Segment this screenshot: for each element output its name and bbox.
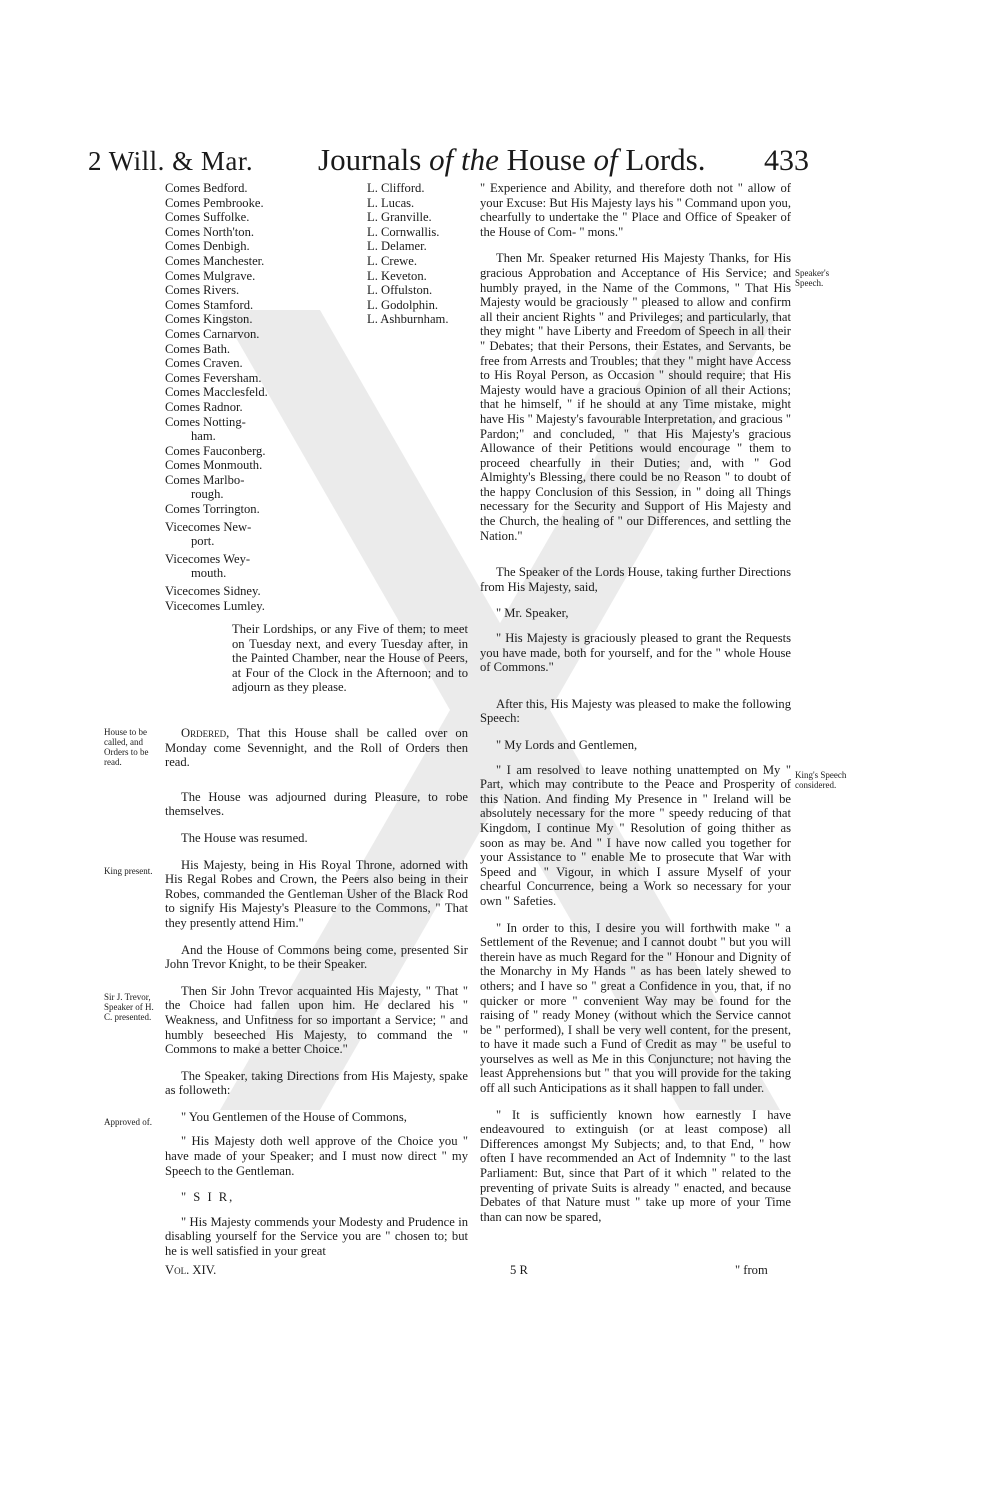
lord-name: L. Godolphin.	[367, 297, 439, 312]
ordered-label: Ordered,	[181, 726, 230, 740]
earl-name: Comes Mulgrave.	[165, 268, 256, 283]
regnal-year-text: 2 Will. & Mar.	[88, 146, 254, 176]
title-word: of	[593, 142, 618, 177]
earl-name: Comes Stamford.	[165, 297, 254, 312]
gentlemen-salutation: " You Gentlemen of the House of Commons,	[181, 1109, 407, 1124]
adjourned-paragraph: The House was adjourned during Pleasure, to robe themselves.	[165, 789, 468, 819]
earl-name: Comes Notting-	[165, 414, 246, 429]
margin-note-speakers-speech: Speaker's Speech.	[795, 268, 830, 288]
earl-name: Comes North'ton.	[165, 224, 255, 239]
title-word: the	[460, 142, 499, 177]
lord-name: L. Clifford.	[367, 181, 425, 195]
running-head-title	[318, 142, 706, 178]
earl-name: rough.	[191, 487, 224, 502]
earl-name: Vicecomes Lumley.	[165, 598, 265, 613]
revenue-paragraph: " In order to this, I desire you will forthwith make " a Settlement of the Revenue; and I cannot doubt " but you will therein have as much Regard for the " Honour and Dignity of the Monarchy in My Hands " as has been lately shewed to others; and I have so " great a Confidence in you, that, if no quicker or more " convenient Way may be found for the raising of " ready Money (without which the Service cannot be " performed), I shall be very well content, for the present, to have it made such a Fund of Credit as may " be useful to yourselves as well as Me in this Conjuncture; not having the least Apprehensions but " that you will provide for the taking off all such Anticipations as it shall happen to fall under.	[480, 920, 791, 1096]
page-number: 433	[764, 144, 809, 177]
lord-name: L. Lucas.	[367, 195, 415, 210]
earl-name: Comes Torrington.	[165, 502, 260, 517]
speaker-thanks-paragraph: Then Mr. Speaker returned His Majesty Thanks, for His gracious Approbation and Acceptance of His Service; and humbly prayed, in the Name of the Commons, " That His Majesty would be graciously " pleased to allow and confirm all their ancient Rights " and Privileges; and particularly, that they might " have Liberty and Freedom of Speech in all their " Debates; that their Persons, their Estates, and Servants, be free from Arrests and Troubles; that they " might have Access to His Royal Person, as Occasion " should require; that His Majesty would have a gracious Opinion of all their Actions; that he himself, " if he should at any Time mistake, might have His " Majesty's favourable Interpretation, and gracious " Pardon;" and concluded, " that His Majesty's gracious Allowance of their Petitions would encourage " them to proceed chearfully in their Duties; and, with " God Almighty's Blessing, there could be no Reason " to doubt of the happy Conclusion of this Session, in " doing all Things necessary for the Security and Support of His Majesty and the Church, the healing of " our Differences, and settling the Nation."	[480, 251, 791, 543]
earl-name: Comes Bath.	[165, 341, 231, 356]
title-word: of	[429, 142, 454, 177]
commends-paragraph: " His Majesty commends your Modesty and Prudence in disabling yourself for the Service you are " chosen to; but he is well satisfied in your great	[165, 1214, 468, 1259]
earl-name: Comes Kingston.	[165, 312, 253, 327]
earl-name: Comes Feversham.	[165, 370, 262, 385]
signature-mark: 5 R	[510, 1263, 528, 1277]
lord-name: L. Crewe.	[367, 253, 418, 268]
catchword: " from	[735, 1263, 768, 1277]
approve-paragraph: " His Majesty doth well approve of the Choice you " have made of your Speaker; and I must now direct " my Speech to the Gentleman.	[165, 1134, 468, 1178]
after-this-paragraph: After this, His Majesty was pleased to make the following Speech:	[480, 696, 791, 726]
margin-note-trevor: Sir J. Trevor, Speaker of H. C. presented.	[104, 992, 154, 1022]
margin-note-king-present: King present.	[104, 866, 153, 876]
committee-text: Their Lordships, or any Five of them; to meet on Tuesday next, and every Tuesday after, in the Painted Chamber, near the House of Peers, at Four of the Clock in the Afternoon; and to adjourn as they please.	[232, 622, 468, 695]
earl-name: mouth.	[191, 566, 227, 581]
earl-name: Comes Pembrooke.	[165, 195, 264, 210]
earl-name: Comes Carnarvon.	[165, 326, 260, 341]
grant-paragraph: " His Majesty is graciously pleased to grant the Requests you have made, both for yourself, and for the " whole House of Commons."	[480, 631, 791, 675]
right-column-body	[480, 181, 791, 1224]
earl-name: Comes Denbigh.	[165, 239, 250, 254]
peers-column-lords	[367, 181, 467, 327]
lord-name: L. Ashburnham.	[367, 312, 449, 327]
experience-paragraph: " Experience and Ability, and therefore doth not " allow of your Excuse: But His Majesty lays his " Command upon you, chearfully to undertake the " Place and Office of Speaker of the House of Com- " mons."	[480, 181, 791, 239]
margin-note-approved: Approved of.	[104, 1117, 152, 1127]
earl-name: Comes Manchester.	[165, 253, 265, 268]
king-present-paragraph: His Majesty, being in His Royal Throne, adorned with His Regal Robes and Crown, the Peers also being in their Robes, commanded the Gentleman Usher of the Black Rod to signify His Majesty's Pleasure to the Commons, " That they presently attend Him."	[165, 857, 468, 930]
title-word: Journals	[318, 142, 422, 177]
earl-name: Comes Suffolke.	[165, 210, 250, 225]
earl-name: Comes Marlbo-	[165, 472, 245, 487]
lords-speaker-paragraph: The Speaker of the Lords House, taking further Directions from His Majesty, said,	[480, 565, 791, 594]
margin-note-kings-speech: King's Speech considered.	[795, 770, 847, 790]
earl-name: Comes Rivers.	[165, 283, 240, 298]
earl-name: Comes Macclesfeld.	[165, 385, 268, 400]
margin-note-house-called: House to be called, and Orders to be read.	[104, 727, 149, 767]
earl-name: Vicecomes Sidney.	[165, 584, 261, 599]
mr-speaker-salutation: " Mr. Speaker,	[496, 606, 569, 621]
earl-name: Comes Fauconberg.	[165, 443, 266, 458]
title-word: House	[506, 142, 586, 177]
resumed-paragraph: The House was resumed.	[181, 830, 308, 845]
sir-salutation: " S I R,	[181, 1190, 235, 1205]
title-word: Lords.	[625, 142, 706, 177]
left-column-body	[165, 726, 468, 1259]
volume-footer: Vol. XIV.	[165, 1263, 217, 1277]
lord-name: L. Granville.	[367, 210, 432, 225]
lord-name: L. Delamer.	[367, 239, 427, 254]
earl-name: Comes Radnor.	[165, 399, 243, 414]
indemnity-paragraph: " It is sufficiently known how earnestly I have endeavoured to extinguish (or at least compose) all Differences amongst My Subjects; and, to that End, " how often I have recommended an Act of Indemnity " to the last Parliament: But, since that Part of it which " related to the preventing of private Suits is already " enacted, and because Debates of that Nature must " take up more of your Time than can now be spared,	[480, 1107, 791, 1224]
resolved-paragraph: " I am resolved to leave nothing unattempted on My " Part, which may contribute to the Peace and Prosperity of this Nation. And finding My Presence in " Ireland will be absolutely necessary for the more " speedy reducing of that Kingdom, I continue My " Resolution of going thither as soon as may be. And " I have now called you together for your Assistance to " enable Me to prosecute that War with Speed and " Vigour, in which I assure Myself of your chearful Concurrence, being a Work so necessary for your own " Safeties.	[480, 762, 791, 908]
earl-name: Comes Craven.	[165, 356, 243, 371]
earl-name: Vicecomes Wey-	[165, 551, 251, 566]
earl-name: Comes Monmouth.	[165, 458, 263, 473]
peers-column-earls	[165, 181, 325, 613]
commons-present-paragraph: And the House of Commons being come, presented Sir John Trevor Knight, to be their Speaker.	[165, 942, 468, 972]
trevor-paragraph: Then Sir John Trevor acquainted His Majesty, " That " the Choice had fallen upon him. He declared his " Weakness, and Unfitness for so important a Service; " and humbly beseeched His Majesty, to command the " Commons to make a better Choice."	[165, 983, 468, 1057]
earl-name: port.	[191, 534, 215, 549]
lord-name: L. Cornwallis.	[367, 224, 440, 239]
committee-paragraph	[232, 622, 468, 707]
speaker-directions-paragraph: The Speaker, taking Directions from His Majesty, spake as followeth:	[165, 1068, 468, 1098]
ordered-paragraph	[165, 726, 468, 770]
earl-name: ham.	[191, 429, 216, 444]
lord-name: L. Offulston.	[367, 283, 433, 298]
earl-name: Vicecomes New-	[165, 519, 252, 534]
running-head-regnal-year	[88, 146, 253, 177]
lord-name: L. Keveton.	[367, 268, 427, 283]
earl-name: Comes Bedford.	[165, 181, 248, 195]
ordered-text: That this House shall be called over on Monday come Sevennight, and the Roll of Orders then read.	[165, 726, 468, 770]
my-lords-salutation: " My Lords and Gentlemen,	[496, 738, 638, 752]
